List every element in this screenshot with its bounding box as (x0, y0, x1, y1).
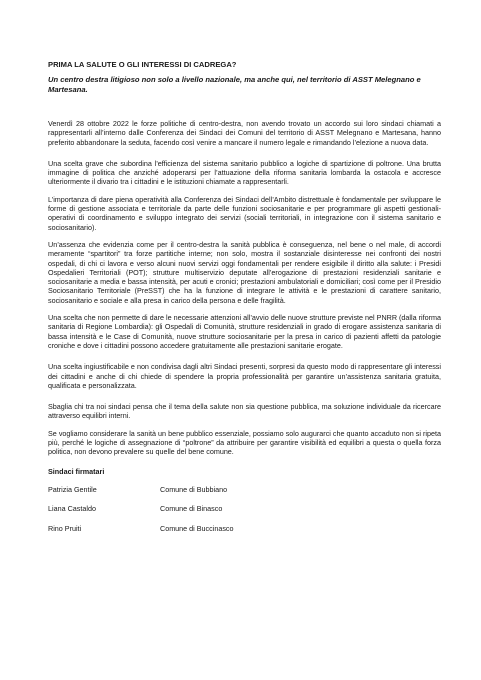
signatory-row (48, 524, 441, 533)
signatory-row (48, 485, 441, 494)
document-subtitle: Un centro destra litigioso non solo a livello nazionale, ma anche qui, nel territorio di ASST Melegnano e Martesana. (48, 75, 421, 94)
paragraph-3: L’importanza di dare piena operatività alla Conferenza dei Sindaci dell’Ambito distrettuale è fondamentale per sviluppare le forme di gestione associata e territoriale da parte delle funzioni sociosanitarie e per programmare gli aspetti gestionali-operativi di coordinamento e sviluppo integrato dei servizi (sociali territoriali, in integrazione con il sistema sanitario e sociosanitario). (48, 194, 441, 232)
signatory-comune: Comune di Buccinasco (160, 523, 234, 533)
paragraph-6: Una scelta ingiustificabile e non condivisa dagli altri Sindaci presenti, sorpresi da questo modo di rappresentare gli interessi dei cittadini e anche di chi chiede di spendere la propria professionalità per garantire un’assistenza sanitaria gratuita, qualificata e personalizzata. (48, 362, 441, 390)
signatory-comune: Comune di Binasco (160, 504, 223, 514)
paragraph-4: Un’assenza che evidenzia come per il centro-destra la sanità pubblica è conseguenza, nel bene o nel male, di accordi meramente “spartitori” tra forze partitiche interne; non solo, mostra il sostanziale disinteresse nei confronti dei nostri ospedali, di chi ci lavora e verso alcuni nuovi servizi oggi fondamentali per rendere esigibile il diritto alla salute: i Presidi Ospedalieri Territoriali (POT); strutture multiservizio deputate all’erogazione di prestazioni residenziali sanitarie e sociosanitarie a media e bassa intensità, per acuti e cronici; prestazioni ambulatoriali e domiciliari; così come per il Presidio Sociosanitario Territoriale (PreSST) che ha la funzione di integrare le attività e le prestazioni di carattere sanitario, sociosanitario e sociale e alla presa in carico della persona e delle fragilità. (48, 239, 441, 305)
signatory-comune: Comune di Bubbiano (160, 484, 228, 494)
signatory-row (48, 504, 441, 513)
paragraph-7: Sbaglia chi tra noi sindaci pensa che il tema della salute non sia questione pubblica, ma soluzione individuale da ricercare attraverso equilibri interni. (48, 402, 441, 421)
paragraph-5: Una scelta che non permette di dare le necessarie attenzioni all’avvio delle nuove strutture previste nel PNRR (dalla riforma sanitaria di Regione Lombardia): gli Ospedali di Comunità, strutture residenziali in grado di erogare assistenza sanitaria di bassa intensità e le Case di Comunità, nuove strutture sociosanitarie per la presa in carico di pazienti affetti da patologie croniche e dove i cittadini possono accedere gratuitamente alle prestazioni sanitarie erogate. (48, 313, 441, 350)
signatories-heading: Sindaci firmatari (48, 466, 105, 476)
document-title: PRIMA LA SALUTE O GLI INTERESSI DI CADREGA? (48, 60, 237, 69)
signatory-name: Liana Castaldo (48, 504, 96, 514)
paragraph-2: Una scelta grave che subordina l’efficienza del sistema sanitario pubblico a logiche di spartizione di poltrone. Una brutta immagine di politica che anziché adoperarsi per l’attuazione della riforma sanitaria lombarda la ostacola e accresce ulteriormente il divario tra i cittadini e le istituzioni chiamate a rappresentarli. (48, 158, 441, 187)
signatory-name: Rino Pruiti (48, 523, 82, 533)
paragraph-8: Se vogliamo considerare la sanità un bene pubblico essenziale, possiamo solo augurarci che quanto accaduto non si ripeta più, perché le logiche di assegnazione di “poltrone” da attribuire per garantire visibilità ed equilibri a questa o quella forza politica, non devono prevalere su quelle del bene comune. (48, 428, 441, 457)
signatory-name: Patrizia Gentile (48, 484, 97, 494)
paragraph-1: Venerdì 28 ottobre 2022 le forze politiche di centro-destra, non avendo trovato un accordo sui loro sindaci chiamati a rappresentarli all’interno dalle Conferenza dei Sindaci dei Comuni del territorio di ASST Melegnano e Martesana, hanno preferito abbandonare la seduta, facendo così venire a mancare il numero legale e rimandando l’elezione a nuova data. (48, 119, 441, 147)
